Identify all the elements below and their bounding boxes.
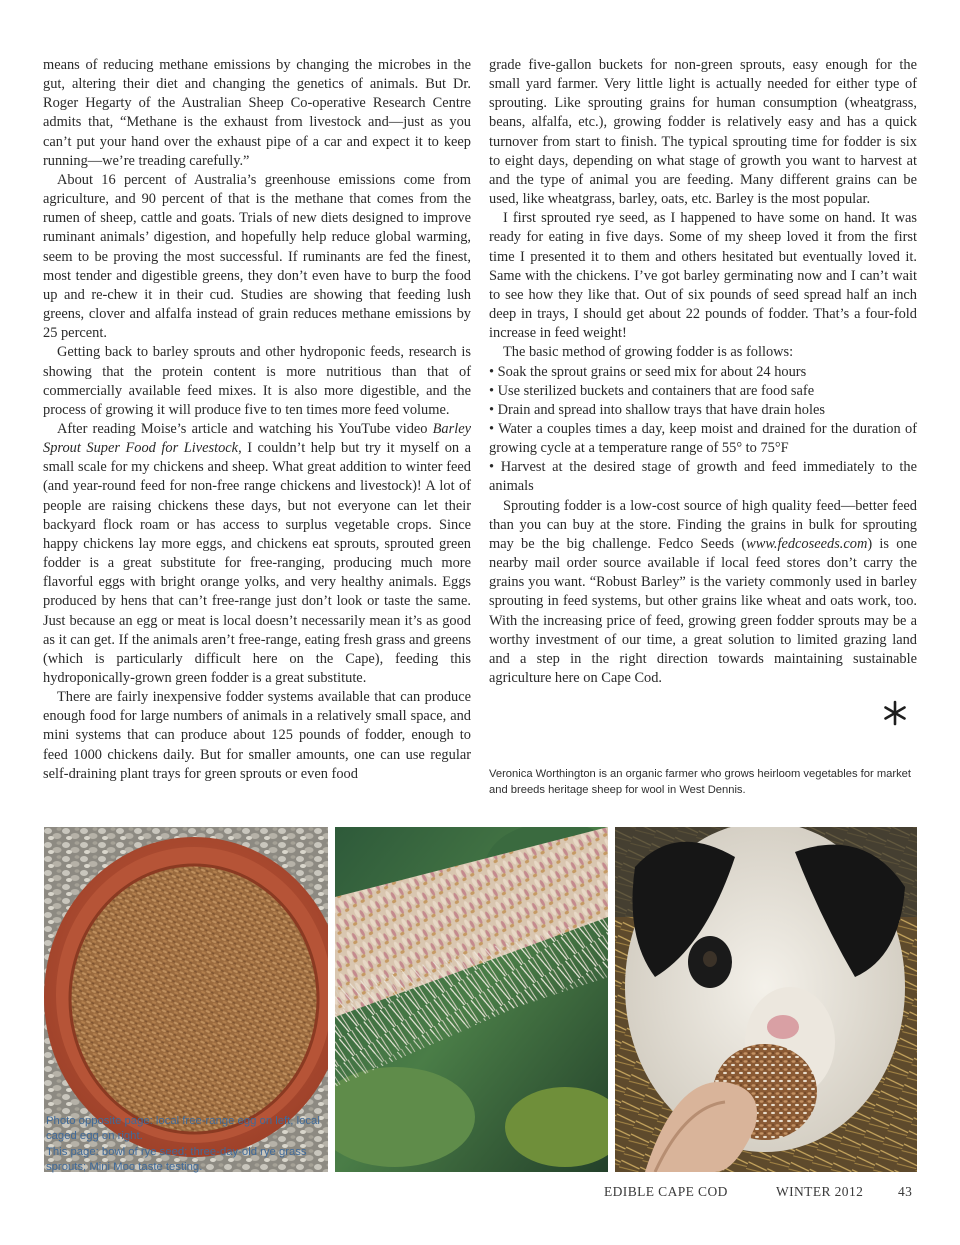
paragraph-closing: [489, 497, 917, 689]
rye-sprouts-photo: [335, 827, 608, 1172]
caption-line: This page: bowl of rye seed; three-day-old rye grass sprouts; Mini Moo taste testing.: [46, 1145, 307, 1174]
method-step: • Soak the sprout grains or seed mix for about 24 hours: [489, 363, 807, 380]
page-number: 43: [898, 1184, 913, 1199]
photo-caption: [44, 1114, 324, 1176]
method-step: • Water a couples times a day, keep moist and drained for the duration of growing cycle at a temperature range of 55° to 75°F: [489, 420, 917, 457]
author-bio: Veronica Worthington is an organic farmer who grows heirloom vegetables for market and breeds heritage sheep for wool in West Dennis.: [489, 768, 912, 796]
paragraph-text: Sprouting fodder is a low-cost source of high quality feed—better feed than you can buy at the store. Finding the grains in bulk for sprouting may be the big challenge. Fedco Seeds (: [489, 497, 917, 552]
paragraph: means of reducing methane emissions by changing the microbes in the gut, altering their diet and changing the genetics of animals. But Dr. Roger Hegarty of the Australian Sheep Co-operative Research Centre admits that, “Methane is the exhaust from livestock and—just as you can’t put your hand over the exhaust pipe of a car and expect it to keep running—we’re treading carefully.”: [43, 57, 471, 169]
sheep-eating-sprouts-photo: [615, 827, 917, 1172]
method-step: • Drain and spread into shallow trays that have drain holes: [489, 401, 825, 418]
paragraph-text: , I couldn’t help but try it myself on a small scale for my chickens and sheep. What great addition to winter feed (and year-round feed for non-free range chickens and livestock)! A lot of people are raising chickens these days, but not everyone can let their backyard flock roam or has access to surplus vegetable crops. Since happy chickens lay more eggs, and chickens eat sprouts, sprouted green fodder is a great substitute for free-ranging, producing much more flavorful eggs with bright orange yolks, and very healthy animals. Eggs produced by hens that can’t free-range just don’t look or taste the same. Just because an egg or meat is local doesn’t necessarily mean it’s as good as it can get. If the animals aren’t free-range, eating fresh grass and greens (which is particularly difficult here on the Cape), feeding this hydroponically-grown green fodder is a great substitute.: [43, 440, 472, 686]
article-left-column: [43, 56, 471, 784]
paragraph-text: After reading Moise’s article and watching his YouTube video: [57, 420, 433, 437]
method-step: • Use sterilized buckets and containers that are food safe: [489, 382, 815, 399]
paragraph: I first sprouted rye seed, as I happened to have some on hand. It was ready for eating in five days. Some of my sheep loved it from the first time I presented it to them and others hesitated but eventually loved it. Same with the chickens. I’ve got barley germinating now and I can’t wait to see how they like that. Out of six pounds of seed spread half an inch deep in trays, I should get about 22 pounds of fodder. That’s a four-fold increase in feed weight!: [489, 210, 917, 342]
paragraph-youtube: [43, 420, 471, 688]
method-step: • Harvest at the desired stage of growth and feed immediately to the animals: [489, 459, 917, 495]
footer-issue: WINTER 2012: [776, 1184, 864, 1199]
fedco-link[interactable]: www.fedcoseeds.com: [746, 535, 868, 552]
method-intro: The basic method of growing fodder is as follows:: [503, 344, 794, 361]
article-right-column: [489, 56, 917, 688]
paragraph: About 16 percent of Australia’s greenhouse emissions come from agriculture, and 90 percent of that is the methane that comes from the rumen of sheep, cattle and goats. Trials of new diets designed to improve ruminant animals’ digestion, and hopefully help reduce global warming, seem to be proving the most successful. If ruminants are fed the finest, most tender and digestible greens, they don’t even have to burp the food up and re-chew it in their cud. Studies are showing that feeding lush greens, clover and alfalfa instead of grain reduces methane emissions by 25 percent.: [43, 171, 471, 342]
video-title: Barley Sprout Super Food for Livestock: [43, 420, 471, 457]
paragraph-text: ) is one nearby mail order source available if local feed stores don’t carry the grains you want. “Robust Barley” is the variety commonly used in barley sprouting in feed systems, but other grains like wheat and oats work, too. With the increasing price of feed, growing green fodder sprouts may be a worthy investment of our time, a great solution to limited grazing land and a step in the right direction towards maintaining sustainable agriculture here on Cape Cod.: [489, 535, 917, 686]
footer-publication: EDIBLE CAPE COD: [604, 1184, 728, 1199]
paragraph: grade five-gallon buckets for non-green sprouts, easy enough for the small yard farmer. Very little light is actually needed for either type of sprouting. Like sprouting grains for human consumption (wheatgrass, beans, alfalfa, etc.), growing fodder is relatively easy and has a quick turnover from start to finish. The typical sprouting time for fodder is six to eight days, depending on what stage of growth you want to harvest at and the type of animal you are feeding. Many different grains can be used, like wheatgrass, barley, oats, etc. Barley is the most popular.: [489, 57, 917, 208]
paragraph: There are fairly inexpensive fodder systems available that can produce enough food for large numbers of animals in a relatively small space, and mini systems that can produce about 125 pounds of fodder, enough to feed 1000 chickens daily. But for smaller amounts, one can use regular self-draining plant trays for green sprouts or even food: [43, 689, 471, 782]
paragraph: Getting back to barley sprouts and other hydroponic feeds, research is showing that the protein content is more nutritious than that of commercially available feed mixes. It is also more digestible, and the process of growing it will produce five to ten times more feed volume.: [43, 344, 471, 418]
end-of-article-star-icon: [880, 698, 910, 728]
caption-line: Photo opposite page: local free-range egg on left, local caged egg on right.: [46, 1115, 320, 1143]
